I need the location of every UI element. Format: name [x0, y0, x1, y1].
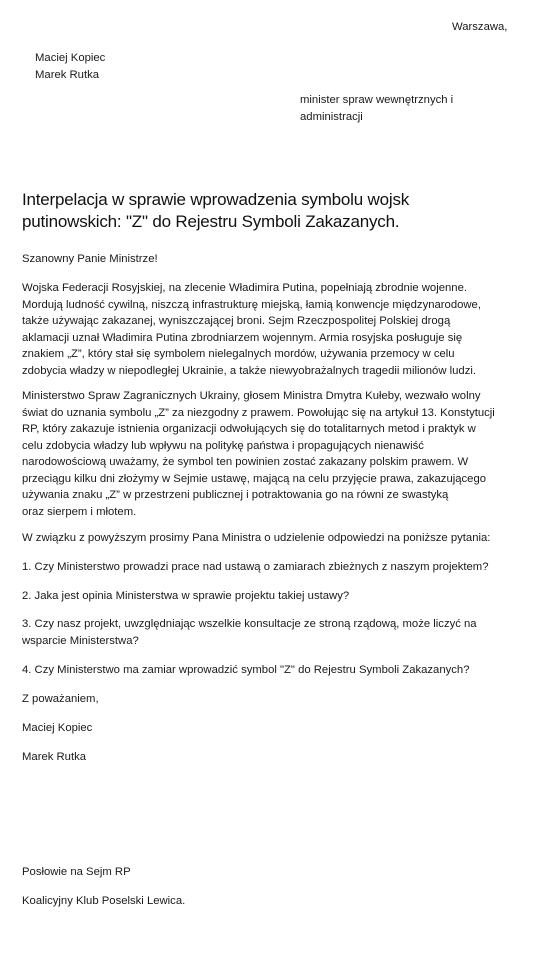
paragraph-line: oraz sierpem i młotem.	[22, 505, 137, 518]
question-4: 4. Czy Ministerstwo ma zamiar wprowadzić symbol "Z" do Rejestru Symboli Zakazanych?	[22, 664, 470, 676]
signature-name: Maciej Kopiec	[22, 722, 93, 734]
footer-role: Posłowie na Sejm RP	[22, 866, 131, 878]
paragraph-line: RP, który zakazuje istnienia organizacji odwołujących się do totalitarnych metod i praktyk w	[22, 423, 476, 435]
paragraph-line: Ministerstwo Spraw Zagranicznych Ukrainy, głosem Ministra Dmytra Kułeby, wezwało wolny	[22, 390, 481, 402]
question-2: 2. Jaka jest opinia Ministerstwa w sprawie projektu takiej ustawy?	[22, 590, 350, 602]
closing: Z poważaniem,	[22, 693, 99, 705]
salutation: Szanowny Panie Ministrze!	[22, 253, 158, 265]
recipient-line: administracji	[300, 110, 363, 123]
paragraph-line: zdobycia władzy w niepodległej Ukrainie, a także niewyobrażalnych tragedii milionów ludzi.	[22, 364, 476, 377]
recipient-block	[300, 92, 453, 125]
paragraph-line: znakiem „Z”, który stał się symbolem nielegalnych mordów, używania przemocy w celu	[22, 348, 455, 360]
footer-club: Koalicyjny Klub Poselski Lewica.	[22, 895, 186, 907]
paragraph-line: aklamacji uznał Władimira Putina zbrodniarzem wojennym. Armia rosyjska posługuje się	[22, 331, 463, 344]
paragraph-line: Wojska Federacji Rosyjskiej, na zlecenie Władimira Putina, popełniają zbrodnie wojenne.	[22, 282, 467, 294]
question-line: wsparcie Ministerstwa?	[22, 634, 139, 647]
document-title	[22, 189, 409, 233]
title-line: putinowskich: "Z" do Rejestru Symboli Zakazanych.	[22, 212, 400, 231]
paragraph-line: świat do uznania symbolu „Z” za niezgodny z prawem. Powołując się na artykuł 13. Konstytucji	[22, 406, 495, 419]
sender-name: Marek Rutka	[35, 68, 100, 81]
recipient-line: minister spraw wewnętrznych i	[300, 94, 454, 106]
paragraph-line: także używając zakazanej, wyniszczającej broni. Sejm Rzeczpospolitej Polskiej drogą	[22, 315, 451, 327]
paragraph-line: używania znaku „Z” w przestrzeni publicznej i potraktowania go na równi ze swastyką	[22, 489, 449, 501]
paragraph-line: przeciągu kilku dni złożymy w Sejmie ustawę, mającą na celu przyjęcie prawa, zakazującego	[22, 472, 487, 485]
senders-block	[35, 50, 105, 83]
paragraph-1	[22, 280, 481, 379]
paragraph-line: Mordują ludność cywilną, niszczą infrastrukturę miejską, łamią konwencje międzynarodowe,	[22, 298, 481, 311]
city-date: Warszawa,	[452, 21, 508, 33]
question-line: 3. Czy nasz projekt, uwzględniając wszelkie konsultacje ze stroną rządową, może liczyć na	[22, 618, 477, 630]
paragraph-2	[22, 388, 495, 520]
signature-name: Marek Rutka	[22, 751, 87, 763]
paragraph-line: celu zdobycia władzy lub wpływu na politykę państwa i propagujących nienawiść	[22, 439, 424, 452]
paragraph-line: narodowościową uważamy, że symbol ten powinien zostać zakazany polskim prawem. W	[22, 456, 469, 468]
question-3	[22, 616, 477, 649]
questions-intro: W związku z powyższym prosimy Pana Ministra o udzielenie odpowiedzi na poniższe pytania:	[22, 532, 491, 544]
title-line: Interpelacja w sprawie wprowadzenia symbolu wojsk	[22, 190, 410, 209]
question-1: 1. Czy Ministerstwo prowadzi prace nad ustawą o zamiarach zbieżnych z naszym projektem?	[22, 561, 489, 573]
sender-name: Maciej Kopiec	[35, 52, 106, 64]
